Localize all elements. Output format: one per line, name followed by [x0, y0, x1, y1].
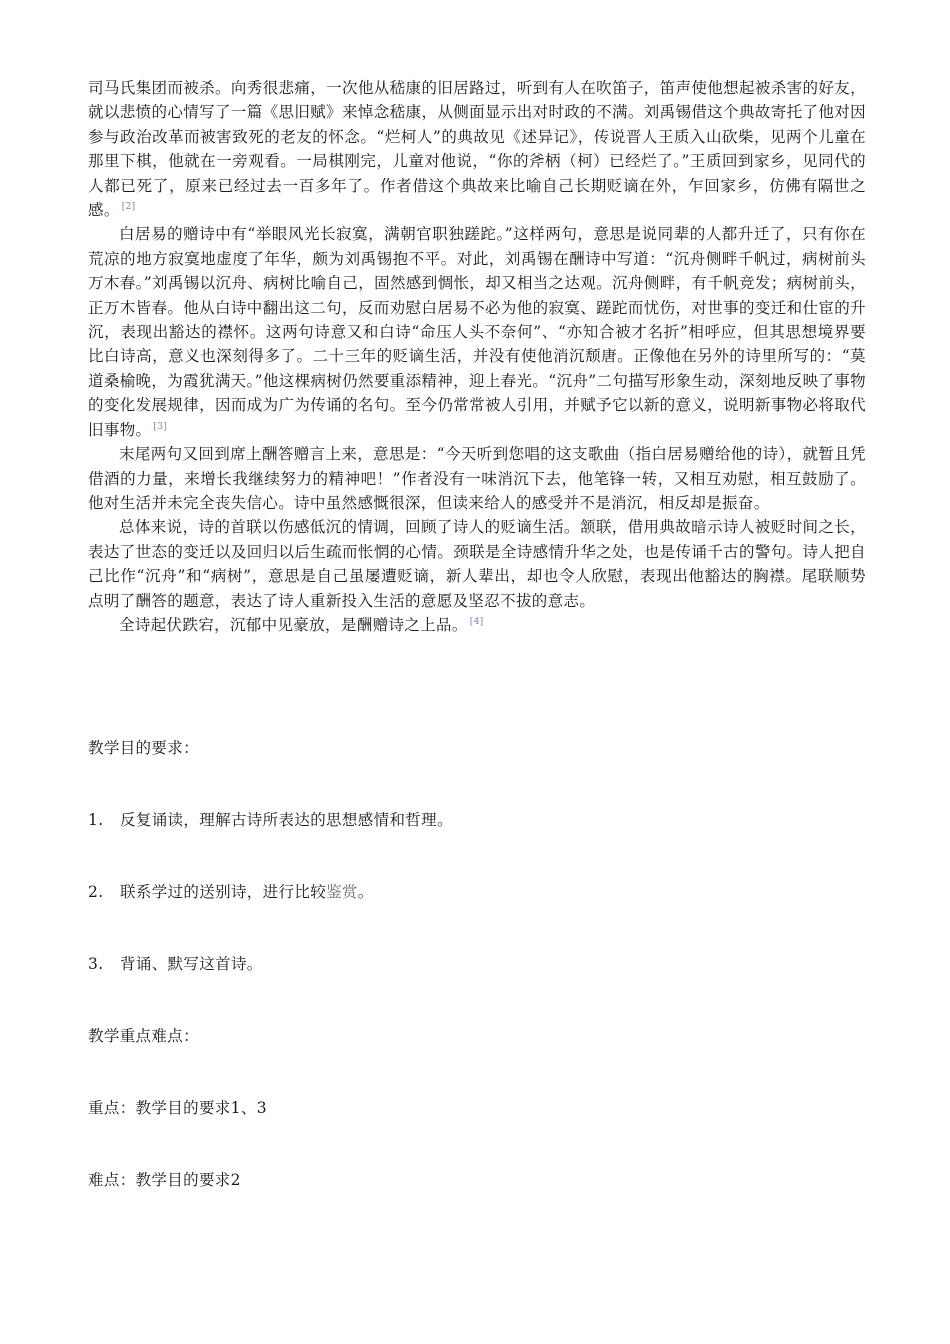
objective-text: 联系学过的送别诗，进行比较 [120, 883, 327, 901]
key-point-focus: 重点：教学目的要求1、3 [88, 1099, 267, 1117]
objectives-heading: 教学目的要求： [88, 739, 199, 757]
key-point-difficulty: 难点：教学目的要求2 [88, 1171, 241, 1189]
objective-number: 3. [88, 955, 104, 973]
objective-item-1 [88, 810, 453, 830]
objective-muted-text: 鉴赏 [326, 883, 358, 901]
objective-text: 反复诵读，理解古诗所表达的思想感情和哲理。 [120, 811, 453, 829]
objective-item-2 [88, 882, 374, 902]
objective-number: 2. [88, 883, 104, 901]
paragraph-2: 白居易的赠诗中有“举眼风光长寂寞，满朝官职独蹉跎。”这样两句，意思是说同辈的人都升迁了，只有你在荒凉的地方寂寞地虚度了年华，颇为刘禹锡抱不平。对此，刘禹锡在酬诗中写道：“沉舟侧畔千帆过，病树前头万木春。”刘禹锡以沉舟、病树比喻自己，固然感到惆怅，却又相当之达观。沉舟侧畔，有千帆竞发；病树前头，正万木皆春。他从白诗中翻出这二句，反而劝慰白居易不必为他的寂寞、蹉跎而忧伤，对世事的变迁和仕宦的升沉，表现出豁达的襟怀。这两句诗意又和白诗“命压人头不奈何”、“亦知合被才名折”相呼应，但其思想境界要比白诗高，意义也深刻得多了。二十三年的贬谪生活，并没有使他消沉颓唐。正像他在另外的诗里所写的：“莫道桑榆晚，为霞犹满天。”他这棵病树仍然要重添精神，迎上春光。“沉舟”二句描写形象生动，深刻地反映了事物的变化发展规律，因而成为广为传诵的名句。至今仍常常被人引用，并赋予它以新的意义，说明新事物必将取代旧事物。 [3] [88, 225, 866, 439]
objective-number: 1. [88, 811, 104, 829]
objective-item-3 [88, 954, 263, 974]
paragraph-3: 末尾两句又回到席上酬答赠言上来，意思是：“今天听到您唱的这支歌曲（指白居易赠给他的诗），就暂且凭借酒的力量，来增长我继续努力的精神吧！”作者没有一味消沉下去，他笔锋一转，又相互劝慰，相互鼓励了。他对生活并未完全丧失信心。诗中虽然感慨很深，但读来给人的感受并不是消沉，相反却是振奋。 [88, 445, 866, 512]
footnote-ref-4[interactable]: [4] [469, 616, 484, 627]
paragraph-1: 司马氏集团而被杀。向秀很悲痛，一次他从嵇康的旧居路过，听到有人在吹笛子，笛声使他想起被杀害的好友，就以悲愤的心情写了一篇《思旧赋》来悼念嵇康，从侧面显示出对时政的不满。刘禹锡借这个典故寄托了他对因参与政治改革而被害致死的老友的怀念。“烂柯人”的典故见《述异记》，传说晋人王质入山砍柴，见两个儿童在那里下棋，他就在一旁观看。一局棋刚完，儿童对他说，“你的斧柄（柯）已经烂了。”王质回到家乡，见同代的人都已死了，原来已经过去一百多年了。作者借这个典故来比喻自己长期贬谪在外，乍回家乡，仿佛有隔世之感。 [2] [88, 79, 866, 220]
key-points-heading: 教学重点难点： [88, 1027, 199, 1045]
paragraph-4: 总体来说，诗的首联以伤感低沉的情调，回顾了诗人的贬谪生活。颔联，借用典故暗示诗人被贬时间之长，表达了世态的变迁以及回归以后生疏而怅惘的心情。颈联是全诗感情升华之处，也是传诵千古的警句。诗人把自己比作“沉舟”和“病树”，意思是自己虽屡遭贬谪，新人辈出，却也令人欣慰，表现出他豁达的胸襟。尾联顺势点明了酬答的题意，表达了诗人重新投入生活的意愿及坚忍不拔的意志。 [88, 518, 866, 610]
footnote-ref-2[interactable]: [2] [121, 201, 136, 212]
objective-text-end: 。 [357, 883, 374, 901]
body-text [88, 76, 866, 637]
objective-text: 背诵、默写这首诗。 [120, 955, 263, 973]
paragraph-5: 全诗起伏跌宕，沉郁中见豪放，是酬赠诗之上品。 [4] [119, 615, 484, 634]
footnote-ref-3[interactable]: [3] [153, 421, 168, 432]
